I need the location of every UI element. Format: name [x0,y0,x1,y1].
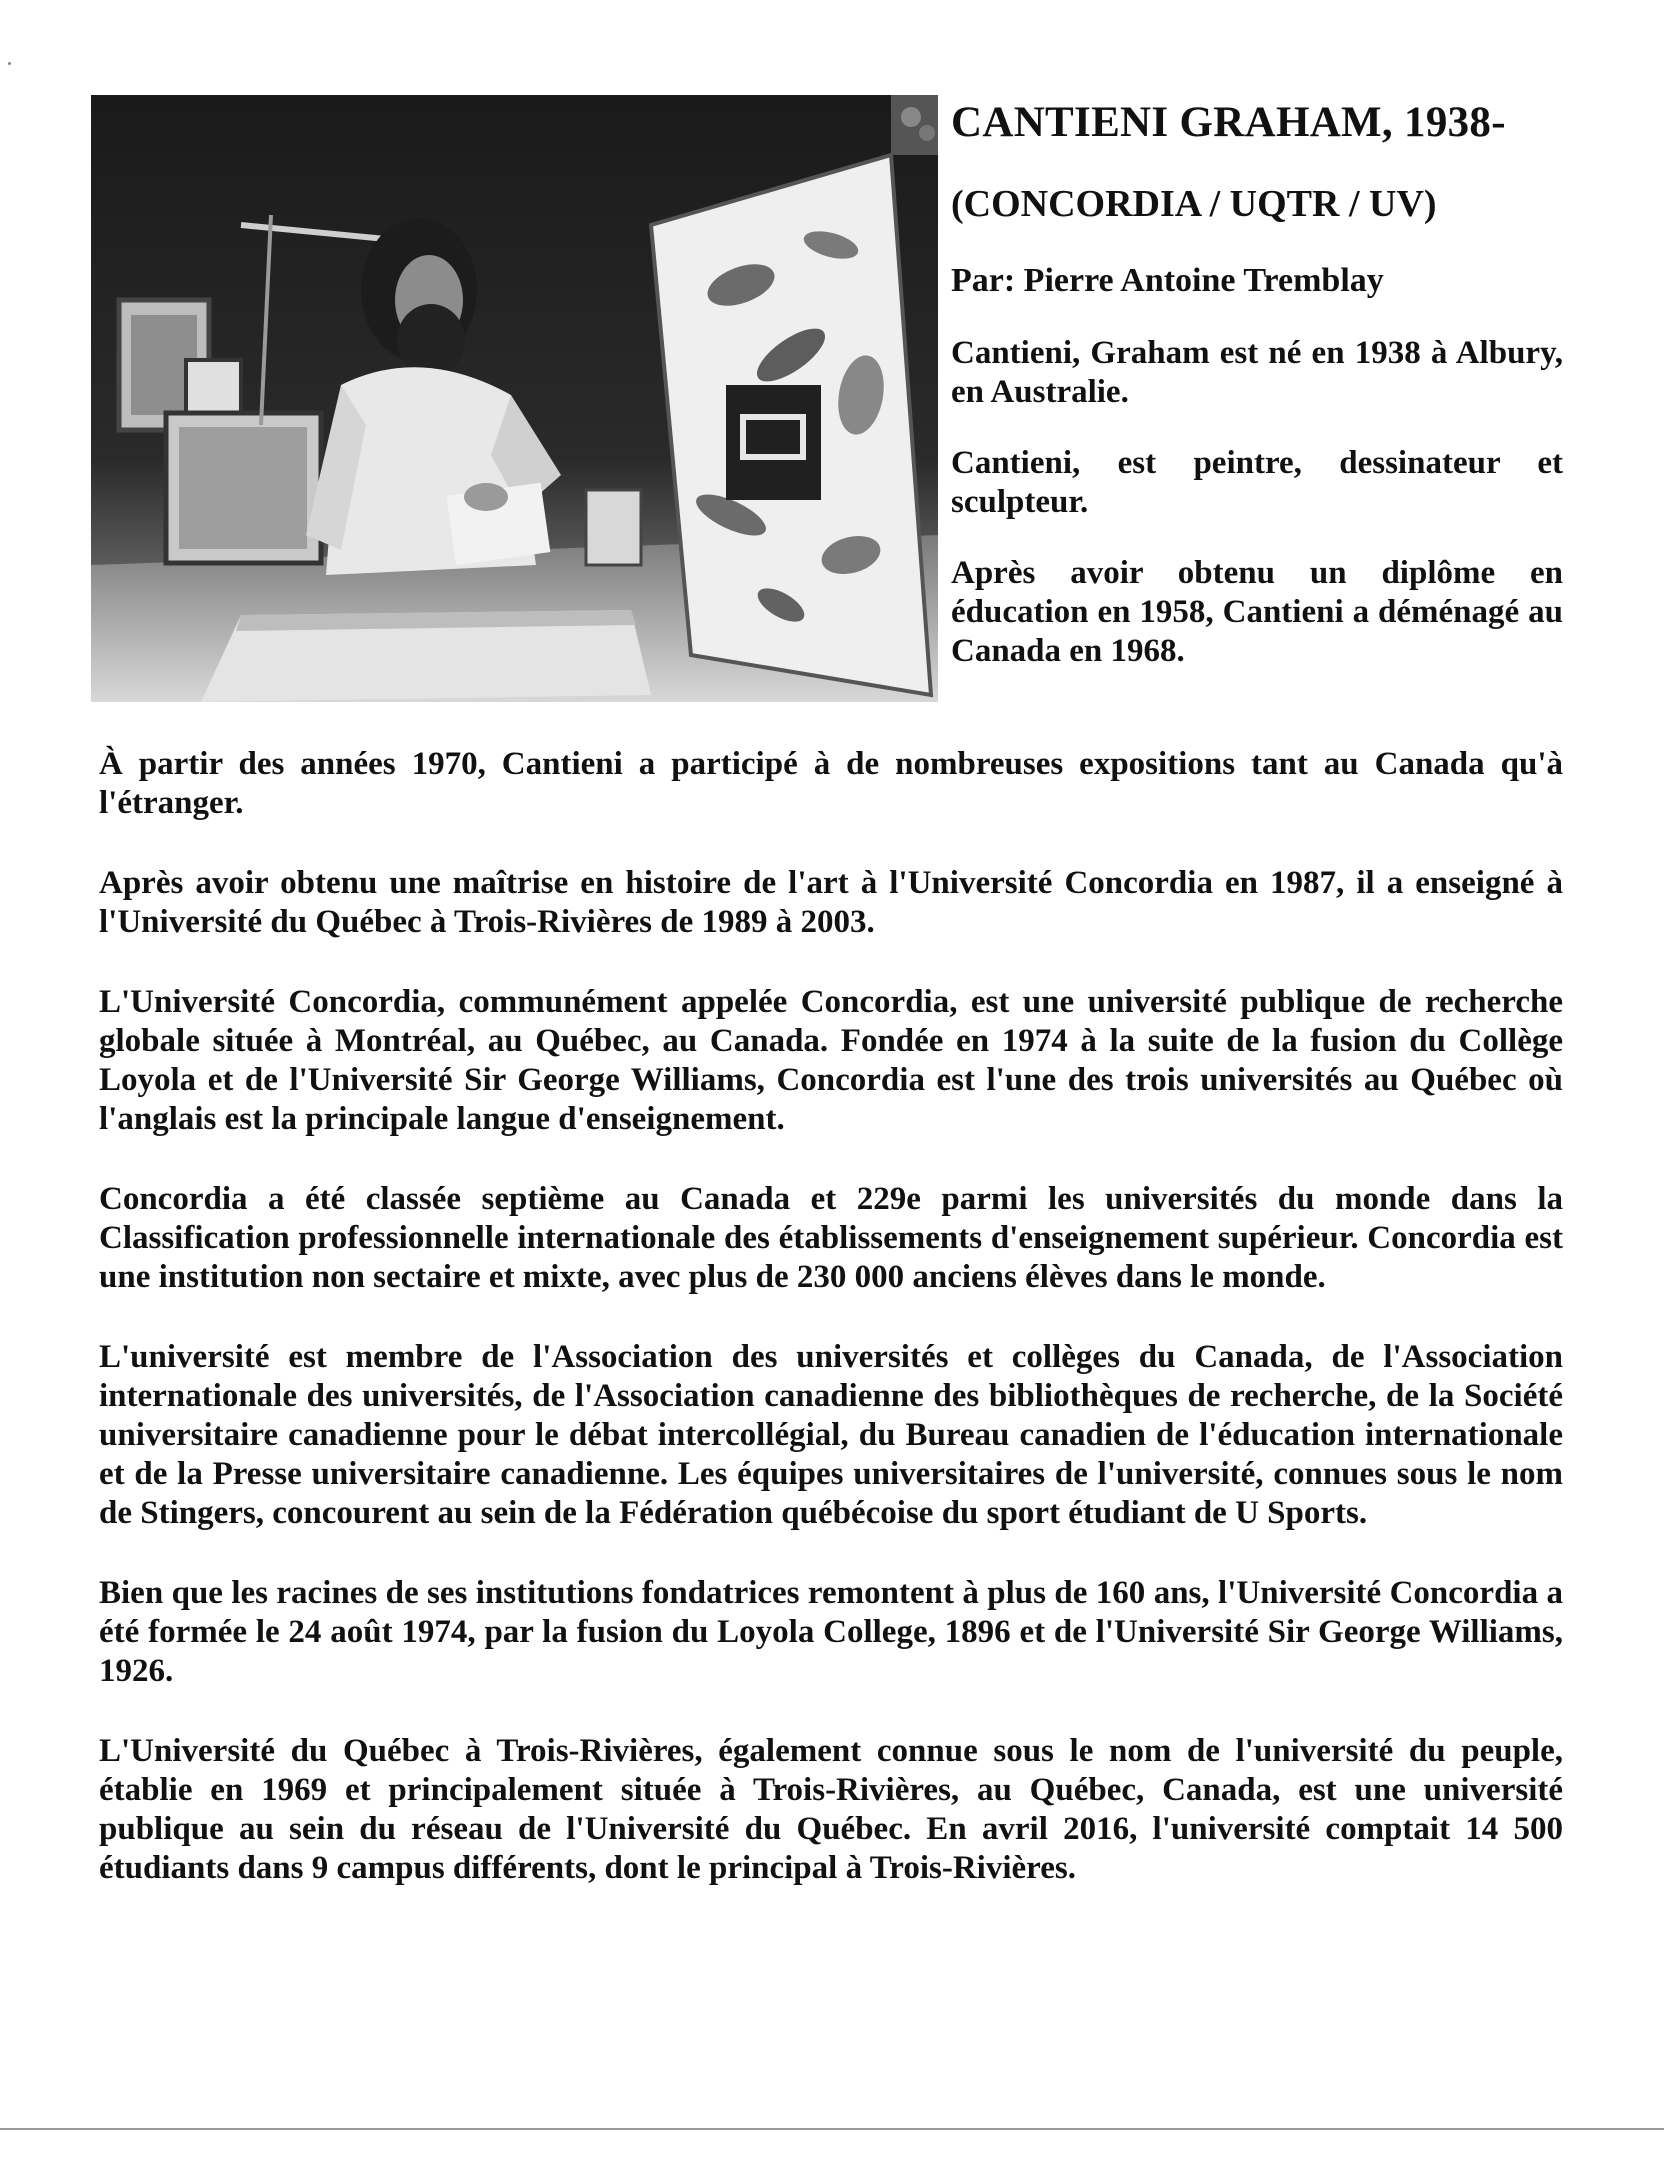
body-paragraph: À partir des années 1970, Cantieni a participé à de nombreuses expositions tant au Canada qu'à l'étranger. [99,746,1563,821]
side-paragraph: Cantieni, Graham est né en 1938 à Albury, en Australie. [951,334,1563,410]
body-paragraph: Après avoir obtenu une maîtrise en histoire de l'art à l'Université Concordia en 1987, il a enseigné à l'Université du Québec à Trois-Rivières de 1989 à 2003. [99,865,1563,940]
body-paragraph: Bien que les racines de ses institutions fondatrices remontent à plus de 160 ans, l'Université Concordia a été formée le 24 août 1974, par la fusion du Loyola College, 1896 et de l'Université Sir George Williams, 1926. [99,1575,1563,1689]
side-paragraph: Après avoir obtenu un diplôme en éducation en 1958, Cantieni a déménagé au Canada en 1968. [951,554,1563,669]
body-paragraph: L'Université du Québec à Trois-Rivières, également connue sous le nom de l'université du peuple, établie en 1969 et principalement située à Trois-Rivières, au Québec, Canada, est une université publique au sein du réseau de l'Université du Québec. En avril 2016, l'université comptait 14 500 étudiants dans 9 campus différents, dont le principal à Trois-Rivières. [99,1733,1563,1886]
scan-speck [8,62,11,65]
side-paragraph: Cantieni, est peintre, dessinateur et sculpteur. [951,444,1563,520]
bottom-rule [0,2128,1664,2130]
body-paragraph: Concordia a été classée septième au Canada et 229e parmi les universités du monde dans la Classification professionnelle internationale des établissements d'enseignement supérieur. Concordia est une institution non sectaire et mixte, avec plus de 230 000 anciens élèves dans le monde. [99,1181,1563,1295]
page-title: CANTIENI GRAHAM, 1938- [951,99,1506,146]
photo-illustration [91,95,938,702]
body-paragraph: L'Université Concordia, communément appelée Concordia, est une université publique de recherche globale située à Montréal, au Québec, au Canada. Fondée en 1974 à la suite de la fusion du Collège Loyola et de l'Université Sir George Williams, Concordia est l'une des trois universités au Québec où l'anglais est la principale langue d'enseignement. [99,984,1563,1137]
body-paragraph: L'université est membre de l'Association des universités et collèges du Canada, de l'Association internationale des universités, de l'Association canadienne des bibliothèques de recherche, de la Société universitaire canadienne pour le débat intercollégial, du Bureau canadien de l'éducation internationale et de la Presse universitaire canadienne. Les équipes universitaires de l'université, connues sous le nom de Stingers, concourent au sein de la Fédération québécoise du sport étudiant de U Sports. [99,1339,1563,1531]
artist-studio-photo [91,95,938,702]
header-column [951,98,1563,671]
body-text [99,745,1563,1929]
author-byline: Par: Pierre Antoine Tremblay [951,262,1384,300]
page-subtitle: (CONCORDIA / UQTR / UV) [951,183,1437,226]
